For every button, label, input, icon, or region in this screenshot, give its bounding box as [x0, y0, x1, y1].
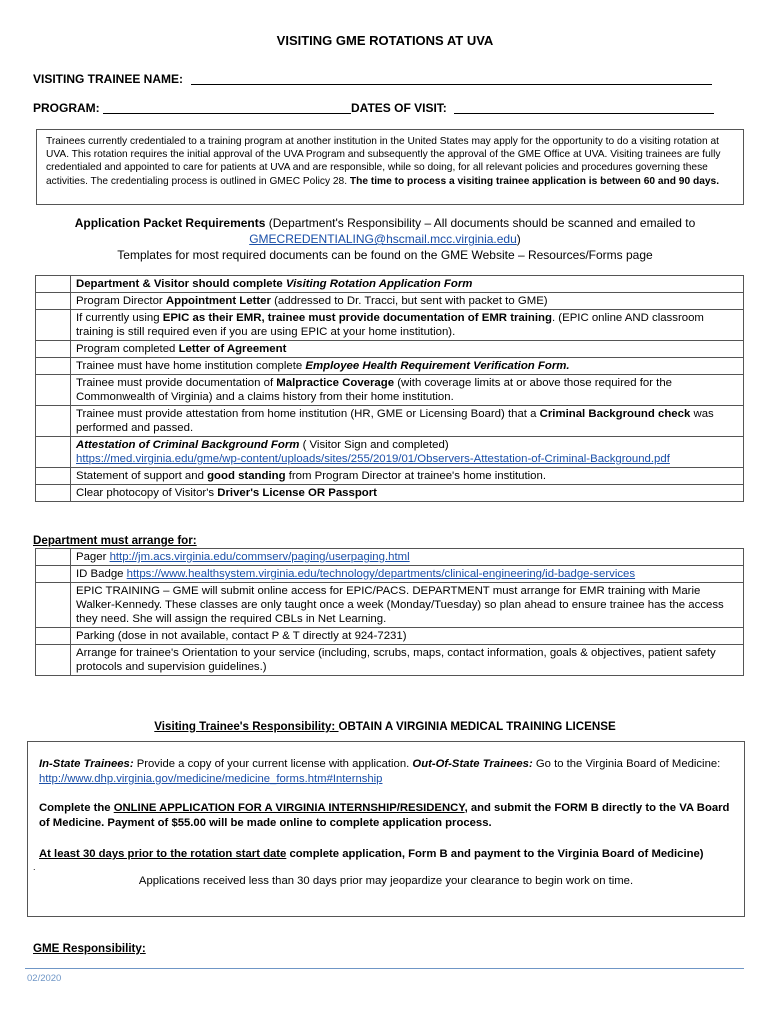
- item-emphasis: Visiting Rotation Application Form: [285, 278, 473, 290]
- badge-label: ID Badge: [76, 568, 127, 580]
- dates-field[interactable]: [454, 113, 714, 114]
- parking-text: Parking (dose in not available, contact P & T directly at 924-7231): [71, 628, 744, 645]
- table-row: [36, 468, 744, 485]
- item-emphasis: Letter of Agreement: [178, 343, 287, 355]
- packet-heading: Application Packet Requirements: [74, 216, 266, 230]
- item-emphasis: Criminal Background check: [539, 408, 691, 420]
- item-text: Trainee must have home institution complete: [76, 360, 306, 372]
- program-field[interactable]: [103, 113, 351, 114]
- table-row: [36, 406, 744, 437]
- gme-credentialing-email-link[interactable]: GMECREDENTIALING@hscmail.mcc.virginia.edu: [249, 232, 517, 246]
- item-text: Program Director: [76, 295, 166, 307]
- late-application-warning: Applications received less than 30 days prior may jeopardize your clearance to begin work on time.: [138, 875, 634, 887]
- packet-heading-rest: (Department's Responsibility – All documents should be scanned and emailed to: [265, 216, 696, 230]
- item-emphasis: Employee Health Requirement Verification Form.: [305, 360, 570, 372]
- item-text: (with coverage limits at or above those required for the Commonwealth of Virginia) and a claims history from their home institution.: [76, 377, 673, 403]
- stray-dot: .: [33, 862, 36, 872]
- dates-label: DATES OF VISIT:: [351, 101, 447, 115]
- online-application-text: ONLINE APPLICATION FOR A VIRGINIA INTERNSHIP/RESIDENCY: [113, 802, 465, 814]
- license-heading-label: Visiting Trainee's Responsibility:: [154, 720, 339, 733]
- page-title: VISITING GME ROTATIONS AT UVA: [276, 33, 494, 48]
- table-row: [36, 628, 744, 645]
- gme-responsibility-heading: GME Responsibility:: [33, 942, 146, 955]
- item-text: ( Visitor Sign and completed): [299, 439, 449, 451]
- license-heading-text: OBTAIN A VIRGINIA MEDICAL TRAINING LICENSE: [338, 720, 616, 733]
- item-text: Clear photocopy of Visitor's: [76, 487, 218, 499]
- packet-requirements: [0, 215, 770, 263]
- orientation-text: Arrange for trainee's Orientation to your service (including, scrubs, maps, contact information, goals & objectives, patient safety protocols and supervision guidelines.): [71, 645, 744, 676]
- item-emphasis: Driver's License OR Passport: [217, 487, 377, 499]
- board-of-medicine-link[interactable]: http://www.dhp.virginia.gov/medicine/medicine_forms.htm#Internship: [39, 773, 383, 785]
- outstate-text: Go to the Virginia Board of Medicine:: [532, 758, 721, 770]
- item-text: from Program Director at trainee's home institution.: [285, 470, 547, 482]
- table-row: [36, 310, 744, 341]
- item-emphasis: Malpractice Coverage: [276, 377, 395, 389]
- instate-text: Provide a copy of your current license with application.: [133, 758, 413, 770]
- footer-date: 02/2020: [27, 973, 62, 984]
- item-text: Trainee must provide documentation of: [76, 377, 277, 389]
- department-table: [35, 548, 744, 676]
- item-text: was performed and passed.: [76, 408, 714, 434]
- complete-text: Complete the: [39, 802, 114, 814]
- item-text: If currently using: [76, 312, 163, 324]
- instate-label: In-State Trainees:: [39, 758, 134, 770]
- pager-link[interactable]: http://jm.acs.virginia.edu/commserv/paging/userpaging.html: [109, 551, 410, 563]
- table-row: [36, 583, 744, 628]
- intro-box: [36, 129, 744, 205]
- item-text: (addressed to Dr. Tracci, but sent with packet to GME): [270, 295, 548, 307]
- trainee-name-field[interactable]: [191, 84, 712, 85]
- table-row: [36, 276, 744, 293]
- department-heading: Department must arrange for:: [33, 534, 197, 547]
- outstate-label: Out-Of-State Trainees:: [412, 758, 533, 770]
- footer-divider: [25, 968, 744, 969]
- item-emphasis: good standing: [207, 470, 286, 482]
- epic-training-text: EPIC TRAINING – GME will submit online access for EPIC/PACS. DEPARTMENT must arrange for EMR training with Marie Walker-Kennedy. These classes are only taught once a week (Monday/Tuesday) so plan ahead to ensure trainee has the access they need. She will assign the required CBLs in Net Learning.: [71, 583, 744, 628]
- item-text: Program completed: [76, 343, 179, 355]
- close-paren: ): [516, 232, 521, 246]
- item-emphasis: EPIC as their EMR, trainee must provide documentation of EMR training: [162, 312, 552, 324]
- deadline-text-rest: complete application, Form B and payment to the Virginia Board of Medicine): [286, 848, 704, 860]
- table-row: [36, 341, 744, 358]
- item-text: Statement of support and: [76, 470, 208, 482]
- table-row: [36, 549, 744, 566]
- table-row: [36, 437, 744, 468]
- item-text: . (EPIC online AND classroom training is still required even if you are using EPIC at your home institution).: [76, 312, 704, 338]
- item-text: Department & Visitor should complete: [76, 278, 286, 290]
- license-heading: [0, 720, 770, 733]
- intro-processing-time: The time to process a visiting trainee application is between 60 and 90 days.: [349, 175, 720, 187]
- trainee-name-label: VISITING TRAINEE NAME:: [33, 72, 184, 86]
- table-row: [36, 293, 744, 310]
- id-badge-link[interactable]: https://www.healthsystem.virginia.edu/technology/departments/clinical-engineering/id-badge-services: [126, 568, 636, 580]
- deadline-text: At least 30 days prior to the rotation start date: [39, 848, 287, 860]
- pager-label: Pager: [76, 551, 110, 563]
- table-row: [36, 485, 744, 502]
- table-row: [36, 645, 744, 676]
- complete-text-rest: , and submit the FORM B directly to the VA Board of Medicine. Payment of $55.00 will be made online to complete application process.: [39, 802, 730, 829]
- attestation-form-link[interactable]: https://med.virginia.edu/gme/wp-content/uploads/sites/255/2019/01/Observers-Attestation-of-Criminal-Background.pdf: [76, 453, 670, 465]
- table-row: [36, 375, 744, 406]
- table-row: [36, 358, 744, 375]
- item-emphasis: Attestation of Criminal Background Form: [76, 439, 300, 451]
- item-text: Trainee must provide attestation from home institution (HR, GME or Licensing Board) that a: [76, 408, 540, 420]
- packet-items-table: [35, 275, 744, 502]
- templates-note: Templates for most required documents can be found on the GME Website – Resources/Forms page: [117, 248, 653, 262]
- intro-text: Trainees currently credentialed to a training program at another institution in the United States may apply for the opportunity to do a visiting rotation at UVA. This rotation requires the initial approval of the UVA Program and subsequently the approval of the GME Office at UVA. Visiting trainees are fully credentialed and appointed to care for patients at UVA and are responsible, while so doing, for all relevant policies and procedures governing these activities. The credentialing process is outlined in GMEC Policy 28.: [46, 136, 721, 187]
- license-box: [27, 741, 745, 917]
- item-emphasis: Appointment Letter: [165, 295, 271, 307]
- program-label: PROGRAM:: [33, 101, 100, 115]
- table-row: [36, 566, 744, 583]
